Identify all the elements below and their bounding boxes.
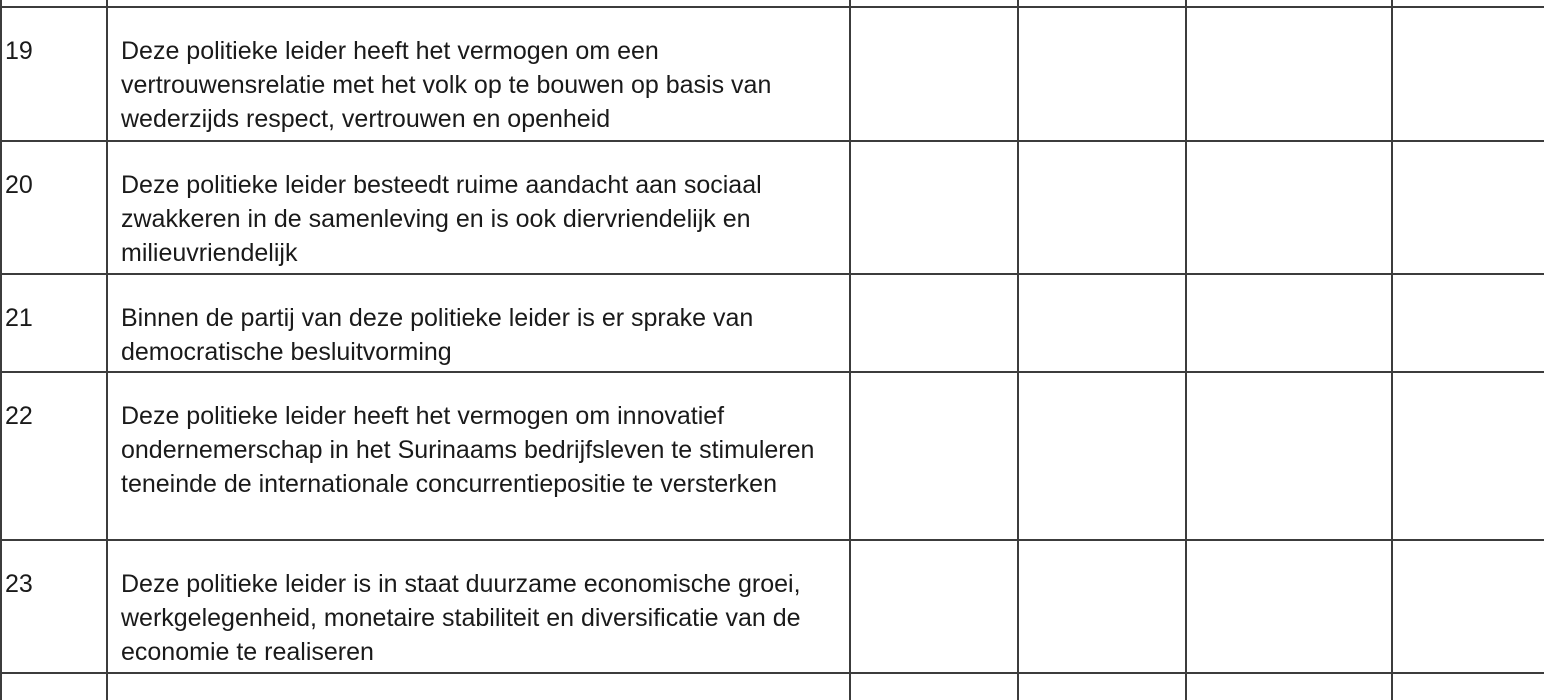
answer-cell[interactable]: [1392, 673, 1544, 700]
table-row: [1, 7, 1544, 141]
answer-cell[interactable]: [1018, 372, 1186, 540]
table-row: [1, 540, 1544, 673]
answer-cell[interactable]: [1018, 540, 1186, 673]
answer-cell[interactable]: [850, 0, 1018, 7]
answer-cell[interactable]: [850, 274, 1018, 372]
answer-cell[interactable]: [1186, 372, 1392, 540]
answer-cell[interactable]: [1018, 141, 1186, 274]
row-number: 23: [1, 540, 107, 673]
answer-cell[interactable]: [1392, 274, 1544, 372]
statement-cell: [107, 673, 850, 700]
answer-cell[interactable]: [1392, 7, 1544, 141]
table-row: [1, 372, 1544, 540]
answer-cell[interactable]: [1018, 0, 1186, 7]
answer-cell[interactable]: [850, 141, 1018, 274]
statement-text: Deze politieke leider heeft het vermogen om een vertrouwensrelatie met het volk op te bouwen op basis van wederzijds respect, vertrouwen en openheid: [107, 7, 850, 141]
table-row: [1, 274, 1544, 372]
answer-cell[interactable]: [1186, 7, 1392, 141]
answer-cell[interactable]: [1186, 540, 1392, 673]
answer-cell[interactable]: [1392, 540, 1544, 673]
answer-cell[interactable]: [1186, 274, 1392, 372]
answer-cell[interactable]: [850, 7, 1018, 141]
row-number-cell: [1, 673, 107, 700]
row-number-cell: [1, 0, 107, 7]
statement-text: Deze politieke leider besteedt ruime aandacht aan sociaal zwakkeren in de samenleving en is ook diervriendelijk en milieuvriendelijk: [107, 141, 850, 274]
answer-cell[interactable]: [850, 372, 1018, 540]
statement-text: Binnen de partij van deze politieke leider is er sprake van democratische besluitvorming: [107, 274, 850, 372]
answer-cell[interactable]: [1392, 141, 1544, 274]
answer-cell[interactable]: [1018, 274, 1186, 372]
row-number: 19: [1, 7, 107, 141]
row-number: 20: [1, 141, 107, 274]
answer-cell[interactable]: [1186, 0, 1392, 7]
row-number: 21: [1, 274, 107, 372]
answer-cell[interactable]: [1186, 673, 1392, 700]
row-number: 22: [1, 372, 107, 540]
answer-cell[interactable]: [1186, 141, 1392, 274]
table-row-cut-top: [1, 0, 1544, 7]
answer-cell[interactable]: [1018, 7, 1186, 141]
statement-cell: [107, 0, 850, 7]
statement-text: Deze politieke leider heeft het vermogen om innovatief ondernemerschap in het Surinaams bedrijfsleven te stimuleren teneinde de internationale concurrentiepositie te versterken: [107, 372, 850, 540]
statement-text: Deze politieke leider is in staat duurzame economische groei, werkgelegenheid, monetaire stabiliteit en diversificatie van de economie te realiseren: [107, 540, 850, 673]
answer-cell[interactable]: [850, 673, 1018, 700]
answer-cell[interactable]: [1018, 673, 1186, 700]
answer-cell[interactable]: [1392, 0, 1544, 7]
answer-cell[interactable]: [850, 540, 1018, 673]
table-row-cut-bottom: [1, 673, 1544, 700]
answer-cell[interactable]: [1392, 372, 1544, 540]
table-row: [1, 141, 1544, 274]
